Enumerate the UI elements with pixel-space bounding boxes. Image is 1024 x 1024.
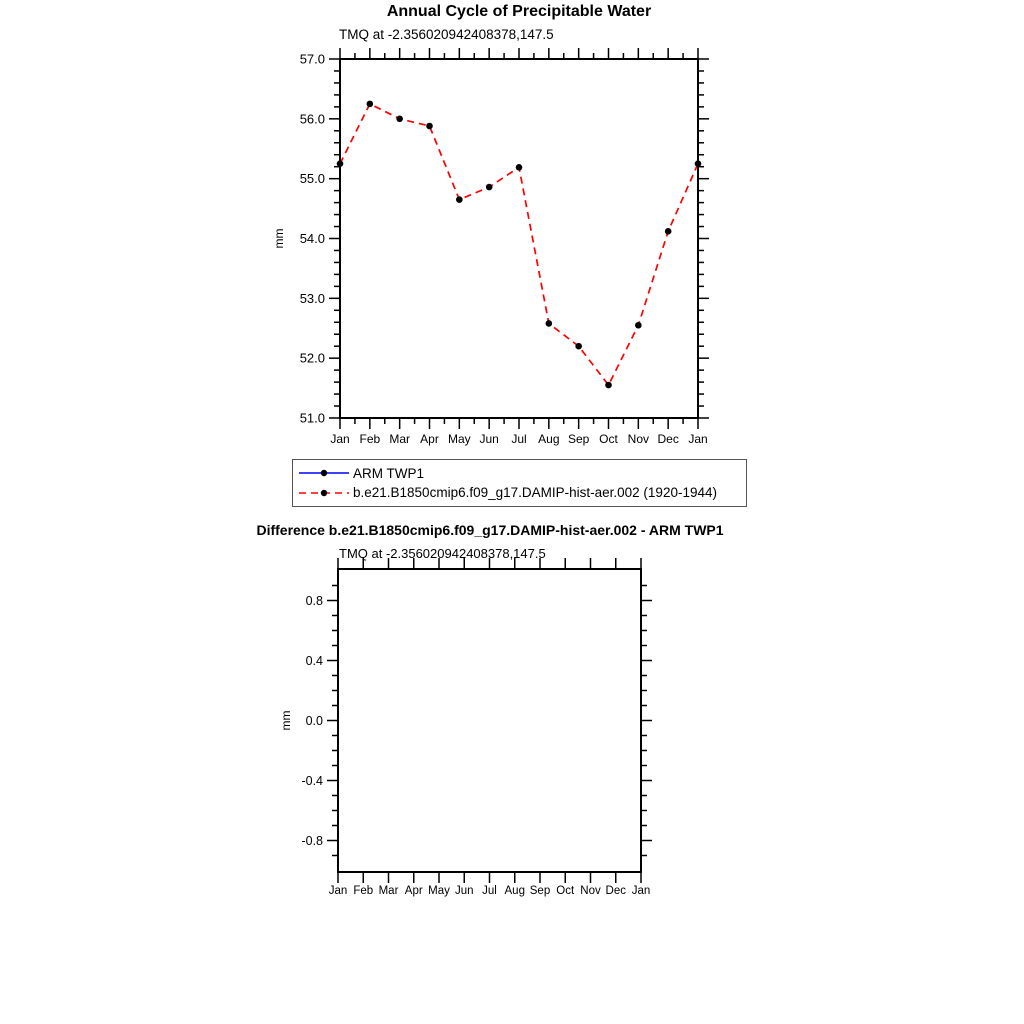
y-axis-title: mm bbox=[279, 710, 293, 731]
data-point-marker bbox=[456, 196, 463, 203]
x-tick-label: Jul bbox=[511, 432, 527, 446]
x-tick-label: Oct bbox=[599, 432, 618, 446]
x-tick-label: Nov bbox=[627, 432, 650, 446]
x-tick-label: Dec bbox=[657, 432, 679, 446]
x-tick-label: Mar bbox=[389, 432, 411, 446]
difference-chart-title: Difference b.e21.B1850cmip6.f09_g17.DAMIP-hist-aer.002 - ARM TWP1 bbox=[256, 522, 724, 538]
x-tick-label: Sep bbox=[567, 432, 590, 446]
data-point-marker bbox=[486, 184, 493, 191]
x-tick-label: Jul bbox=[482, 885, 497, 897]
data-point-marker bbox=[546, 320, 553, 327]
plot-frame bbox=[338, 569, 641, 872]
series-line bbox=[340, 104, 698, 385]
data-point-marker bbox=[426, 123, 433, 130]
x-tick-label: Nov bbox=[580, 885, 601, 897]
y-tick-label: 57.0 bbox=[299, 51, 325, 67]
x-tick-label: Jun bbox=[454, 885, 474, 897]
y-tick-label: 0.4 bbox=[305, 654, 323, 668]
legend-label: b.e21.B1850cmip6.f09_g17.DAMIP-hist-aer.002 (1920-1944) bbox=[353, 484, 717, 500]
data-point-marker bbox=[516, 164, 523, 171]
x-tick-label: Feb bbox=[359, 432, 381, 446]
y-tick-label: 0.0 bbox=[305, 714, 323, 728]
legend-line-sample-dashed bbox=[297, 486, 351, 500]
x-tick-label: Jan bbox=[631, 885, 651, 897]
x-tick-label: Aug bbox=[504, 885, 525, 897]
data-point-marker bbox=[337, 160, 344, 167]
x-tick-label: Jan bbox=[328, 885, 348, 897]
x-tick-label: Apr bbox=[420, 432, 439, 446]
data-point-marker bbox=[665, 228, 672, 235]
main-title: Annual Cycle of Precipitable Water bbox=[386, 3, 652, 20]
legend-entry-model bbox=[297, 486, 742, 500]
x-tick-label: Jun bbox=[479, 432, 499, 446]
data-point-marker bbox=[635, 322, 642, 329]
y-tick-label: 54.0 bbox=[299, 231, 325, 246]
legend-line-sample-solid bbox=[297, 466, 351, 480]
data-point-marker bbox=[396, 116, 403, 123]
x-tick-label: Jan bbox=[688, 432, 708, 446]
legend-entry-arm-twp1 bbox=[297, 466, 742, 480]
y-tick-label: 51.0 bbox=[299, 410, 325, 426]
x-tick-label: May bbox=[428, 885, 450, 897]
legend-label: ARM TWP1 bbox=[353, 465, 425, 481]
y-axis-title: mm bbox=[272, 228, 286, 249]
data-point-marker bbox=[575, 343, 582, 350]
legend-sample-marker-icon bbox=[321, 489, 327, 495]
x-tick-label: Dec bbox=[605, 885, 626, 897]
difference-chart-subtitle: TMQ at -2.356020942408378,147.5 bbox=[339, 546, 546, 561]
top-chart-subtitle: TMQ at -2.356020942408378,147.5 bbox=[339, 27, 554, 42]
x-tick-label: Oct bbox=[556, 885, 575, 897]
plot-frame bbox=[340, 59, 698, 418]
x-tick-label: May bbox=[447, 432, 471, 446]
y-tick-label: -0.8 bbox=[301, 834, 323, 848]
x-tick-label: Jan bbox=[330, 432, 350, 446]
y-tick-label: 53.0 bbox=[299, 290, 325, 306]
x-tick-label: Feb bbox=[353, 885, 374, 897]
y-tick-label: 52.0 bbox=[299, 350, 325, 366]
x-tick-label: Mar bbox=[378, 885, 399, 897]
y-tick-label: -0.4 bbox=[301, 774, 323, 788]
data-point-marker bbox=[605, 382, 612, 389]
legend-sample-marker-icon bbox=[321, 470, 327, 476]
y-tick-label: 56.0 bbox=[299, 111, 325, 127]
y-tick-label: 55.0 bbox=[299, 171, 325, 187]
data-point-marker bbox=[367, 101, 374, 108]
legend bbox=[292, 459, 747, 507]
x-tick-label: Aug bbox=[538, 432, 560, 446]
x-tick-label: Apr bbox=[404, 885, 423, 897]
x-tick-label: Sep bbox=[529, 885, 551, 897]
y-tick-label: 0.8 bbox=[305, 594, 323, 608]
data-point-marker bbox=[695, 160, 702, 167]
